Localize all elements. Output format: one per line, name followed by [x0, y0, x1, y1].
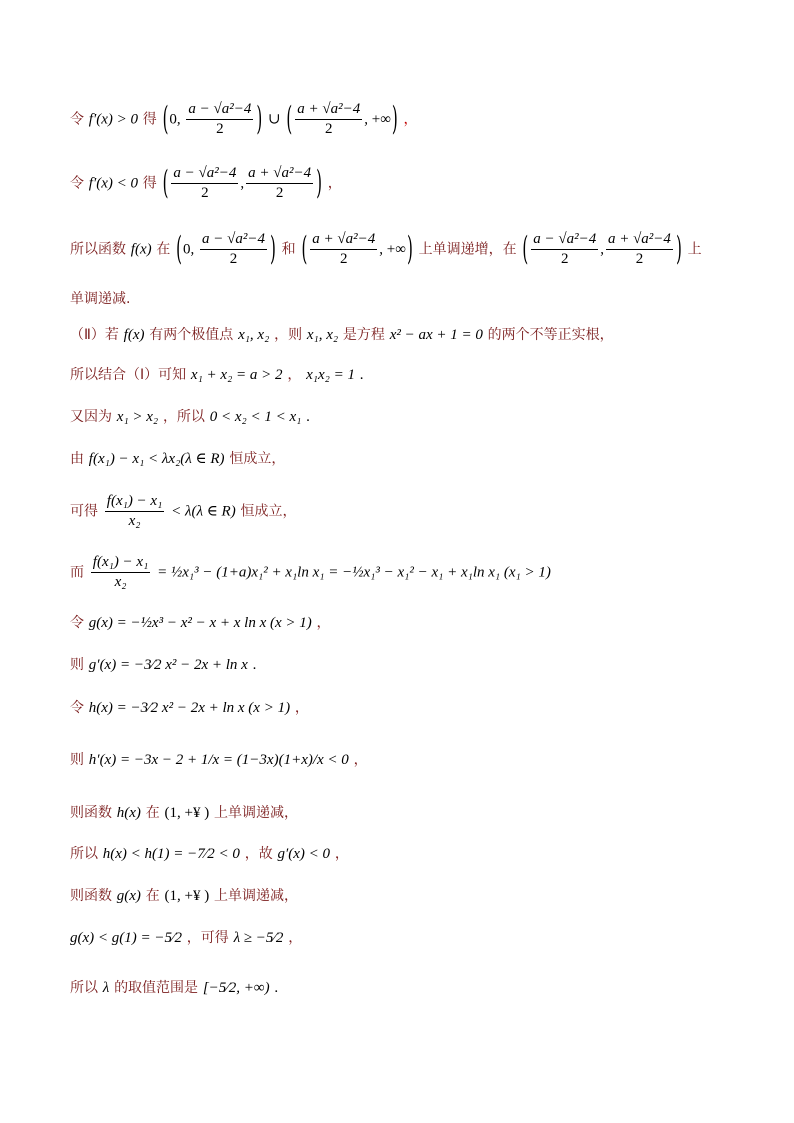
line-3: 所以函数 f(x) 在 (0, $\frac{\text{a − √a²−4}}{2}$ ) 和 ( $\frac{\text{a + √a²−4}}{2}$ , +∞) 上单调递增，在 ( $\frac{\text{a − √a²−4}}{2}$ , $\frac{\text{a + √a²−4}}{2}$ ) 上 [70, 228, 702, 269]
root-large-frac: $\frac{\text{a + √a²−4}}{2}$ [297, 101, 361, 137]
line-9: 可得 $\frac{\text{f(x₁) − x₁}}{\text{x₂}}$ < λ(λ ∈ R) 恒成立， [70, 493, 297, 529]
line-1: 令 f′(x) > 0 得 (0, $\frac{\text{a − √a²−4}}{2}$ ) ∪ ( $\frac{\text{a + √a²−4}}{2}$ , +∞) ， [70, 98, 418, 139]
derivative-negative: f′(x) < 0 [88, 175, 138, 192]
line-8: 由 f(x₁) − x₁ < λx₂(λ ∈ R) 恒成立， [70, 451, 286, 467]
line-18: g(x) < g(1) = −5⁄2 ，可得 λ ≥ −5⁄2 ， [70, 930, 303, 946]
line-2: 令 f′(x) < 0 得 ( $\frac{\text{a − √a²−4}}{2}$ , $\frac{\text{a + √a²−4}}{2}$ ) ， [70, 162, 342, 203]
line-4: 单调递减. [70, 291, 131, 307]
line-13: 令 h(x) = −3⁄2 x² − 2x + ln x (x > 1) ， [70, 700, 309, 716]
line-6: 所以结合（Ⅰ）可知 x₁ + x₂ = a > 2 ， x₁x₂ = 1 . [70, 367, 364, 383]
line-7: 又因为 x₁ > x₂ ，所以 0 < x₂ < 1 < x₁ . [70, 409, 310, 425]
line-5: （Ⅱ）若 f(x) 有两个极值点 x₁, x₂ ，则 x₁, x₂ 是方程 x² − ax + 1 = 0 的两个不等正实根， [70, 327, 614, 343]
root-small-frac: $\frac{\text{a − √a²−4}}{2}$ [188, 101, 252, 137]
line-16: 所以 h(x) < h(1) = −7⁄2 < 0 ，故 g′(x) < 0 ， [70, 846, 349, 862]
derivative-positive: f′(x) > 0 [88, 111, 138, 128]
line-14: 则 h′(x) = −3x − 2 + 1/x = (1−3x)(1+x)/x < 0 ， [70, 752, 368, 768]
line-15: 则函数 h(x) 在 (1, +¥ ) 上单调递减， [70, 805, 298, 821]
line-10: 而 $\frac{\text{f(x₁) − x₁}}{\text{x₂}}$ = ½x₁³ − (1+a)x₁² + x₁ln x₁ = −½x₁³ − x₁² − x₁ + x₁ln x₁ (x₁ > 1) [70, 554, 551, 590]
line-17: 则函数 g(x) 在 (1, +¥ ) 上单调递减， [70, 888, 298, 904]
line-19: 所以 λ 的取值范围是 [−5⁄2, +∞) . [70, 980, 279, 996]
line-12: 则 g′(x) = −3⁄2 x² − 2x + ln x . [70, 657, 257, 673]
line-11: 令 g(x) = −½x³ − x² − x + x ln x (x > 1) ， [70, 615, 331, 631]
